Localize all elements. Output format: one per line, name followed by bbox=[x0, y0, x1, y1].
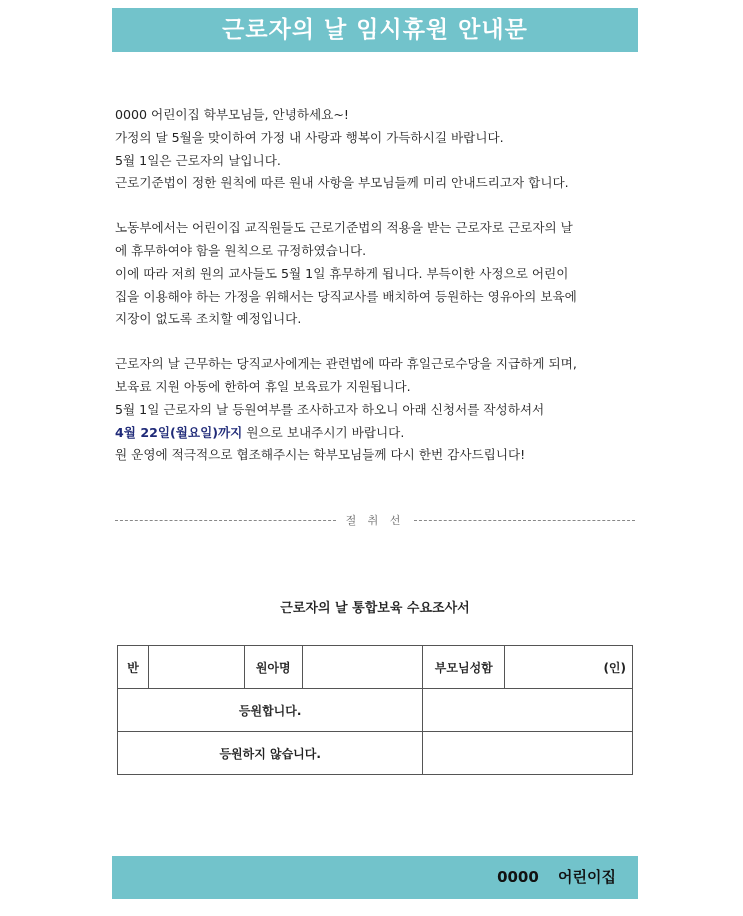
cut-line-dash-right bbox=[414, 520, 635, 521]
class-label: 반 bbox=[118, 646, 149, 689]
letter-line: 노동부에서는 어린이집 교직원들도 근로기준법의 적용을 받는 근로자로 근로자의 날 bbox=[115, 220, 573, 236]
letter-line: 집을 이용해야 하는 가정을 위해서는 당직교사를 배치하여 등원하는 영유아의 보육에 bbox=[115, 288, 577, 304]
seal-label: (인) bbox=[603, 660, 626, 675]
notice-letter bbox=[115, 104, 645, 467]
form-option-row bbox=[118, 732, 633, 775]
parent-name-label: 부모님성함 bbox=[423, 646, 505, 689]
letter-line: 5월 1일은 근로자의 날입니다. bbox=[115, 152, 281, 168]
paragraph-gap bbox=[115, 331, 645, 353]
parent-name-field[interactable] bbox=[505, 646, 633, 689]
letter-line: 가정의 달 5월을 맞이하여 가정 내 사랑과 행복이 가득하시길 바랍니다. bbox=[115, 129, 504, 145]
cut-line bbox=[115, 512, 635, 528]
option-attend-label: 등원합니다. bbox=[118, 689, 423, 732]
letter-line: 이에 따라 저희 원의 교사들도 5월 1일 휴무하게 됩니다. 부득이한 사정으로 어린이 bbox=[115, 265, 569, 281]
survey-form-table bbox=[117, 645, 633, 775]
child-name-field[interactable] bbox=[302, 646, 423, 689]
form-option-row bbox=[118, 689, 633, 732]
option-not-attend-label: 등원하지 않습니다. bbox=[118, 732, 423, 775]
form-info-row bbox=[118, 646, 633, 689]
footer-bar bbox=[112, 856, 638, 899]
letter-line: 에 휴무하여야 함을 원칙으로 규정하였습니다. bbox=[115, 242, 367, 258]
letter-line: 0000 어린이집 학부모님들, 안녕하세요~! bbox=[115, 107, 349, 122]
deadline-date: 4월 22일(월요일)까지 bbox=[115, 424, 243, 440]
option-not-attend-check[interactable] bbox=[423, 732, 633, 775]
cut-line-dash-left bbox=[115, 520, 336, 521]
option-attend-check[interactable] bbox=[423, 689, 633, 732]
class-field[interactable] bbox=[148, 646, 244, 689]
letter-line: 지장이 없도록 조치할 예정입니다. bbox=[115, 311, 302, 327]
cut-line-label: 절 취 선 bbox=[345, 514, 405, 527]
deadline-line bbox=[115, 422, 645, 445]
letter-line: 근로자의 날 근무하는 당직교사에게는 관련법에 따라 휴일근로수당을 지급하게 되며, bbox=[115, 356, 577, 372]
closing-line: 원 운영에 적극적으로 협조해주시는 학부모님들께 다시 한번 감사드립니다! bbox=[115, 447, 526, 463]
letter-line: 근로기준법이 정한 원칙에 따른 원내 사항을 부모님들께 미리 안내드리고자 합니다. bbox=[115, 175, 569, 191]
footer-org-name: 0000 어린이집 bbox=[497, 868, 616, 886]
document-title: 근로자의 날 임시휴원 안내문 bbox=[112, 8, 638, 52]
letter-line: 보육료 지원 아동에 한하여 휴일 보육료가 지원됩니다. bbox=[115, 378, 411, 394]
deadline-rest: 원으로 보내주시기 바랍니다. bbox=[242, 424, 405, 440]
form-title: 근로자의 날 통합보육 수요조사서 bbox=[280, 601, 470, 616]
letter-line: 5월 1일 근로자의 날 등원여부를 조사하고자 하오니 아래 신청서를 작성하셔서 bbox=[115, 401, 545, 417]
child-name-label: 원아명 bbox=[244, 646, 302, 689]
paragraph-gap bbox=[115, 195, 645, 217]
